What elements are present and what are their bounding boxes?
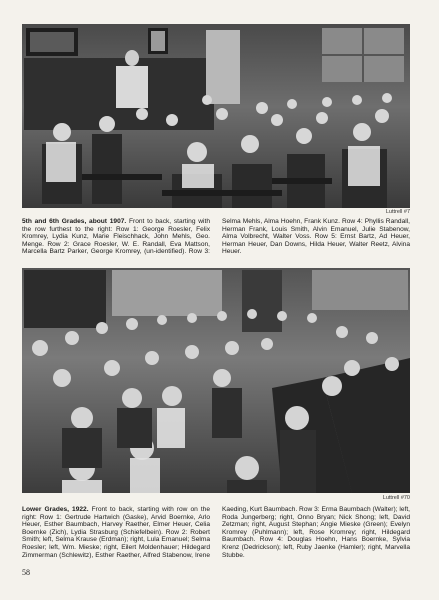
caption-body: Front to back, starting with the row furthest to the right: Row 1: George Roesler, Felix Kromrey, Lydia Kunz, Marie Fleischhack, John Mehls, Geo. Menge. Row 2: Grace Roesler, W. E. Randall, Eva Mattson, Marcella Bartz Parker, George Kromrey, (un-identified). Row 3: Selma Mehls, Alma Hoehn, Frank Kunz. Row 4: Phyllis Randall, Herman Frank, Louis Smith, Alvin Emanuel, Julie Stabenow, Alma Volbrecht, Walter Voss. Row 5: Ernst Bartz, Ad Heuer, Herman Heuer, Dan Downs, Hilda Heuer, Walter Reetz, Alvina Heuer.: [22, 218, 410, 256]
caption-lead: Lower Grades, 1922.: [22, 506, 89, 513]
classroom-photo-1922: [22, 268, 410, 493]
caption-body: Front to back, starting with row on the right: Row 1: Gertrude Hartwich (Gaske), Arvid Boernke, Arlo Heuer, Esther Baumbach, Harvey Raether, Elmer Heuer, Celia Boernke (Zich), Lydia Strasburg (Schiefelbein). Row 2: Robert Smith; left, Selma Krause (Erdman); right, Lula Emanuel; Selma Roesler; left, Wm. Mieske; right, Eilert Moldenhauer; Hildegard Zimmerman (Schlewitz), Esther Raether, Alfred Stabenow, Irene Kaeding, Kurt Baumbach. Row 3: Erma Baumbach (Walter); left, Roda Jungerberg; right, Onno Bryan; Nick Shong; left, David Zetzman; right, August Stephan; Angie Mieske (Green); Evelyn Kromrey (Puhlmann); left, Rose Kromrey; right, Hildegard Baumbach. Row 4: Douglas Hoehn, Hans Boernke, Sylvia Krenz (Dedrickson); left, Ruby Jaenke (Hamler); right, Marvella Stubbe.: [22, 506, 410, 559]
photo-credit: Luttrell #7: [385, 209, 410, 215]
classroom-photo-1907: [22, 24, 410, 208]
photo-caption: [22, 218, 410, 256]
photo-caption: [22, 506, 410, 559]
page-number: 58: [22, 568, 30, 577]
caption-lead: 5th and 6th Grades, about 1907.: [22, 218, 127, 225]
photo-credit: Luttrell #70: [382, 495, 410, 501]
